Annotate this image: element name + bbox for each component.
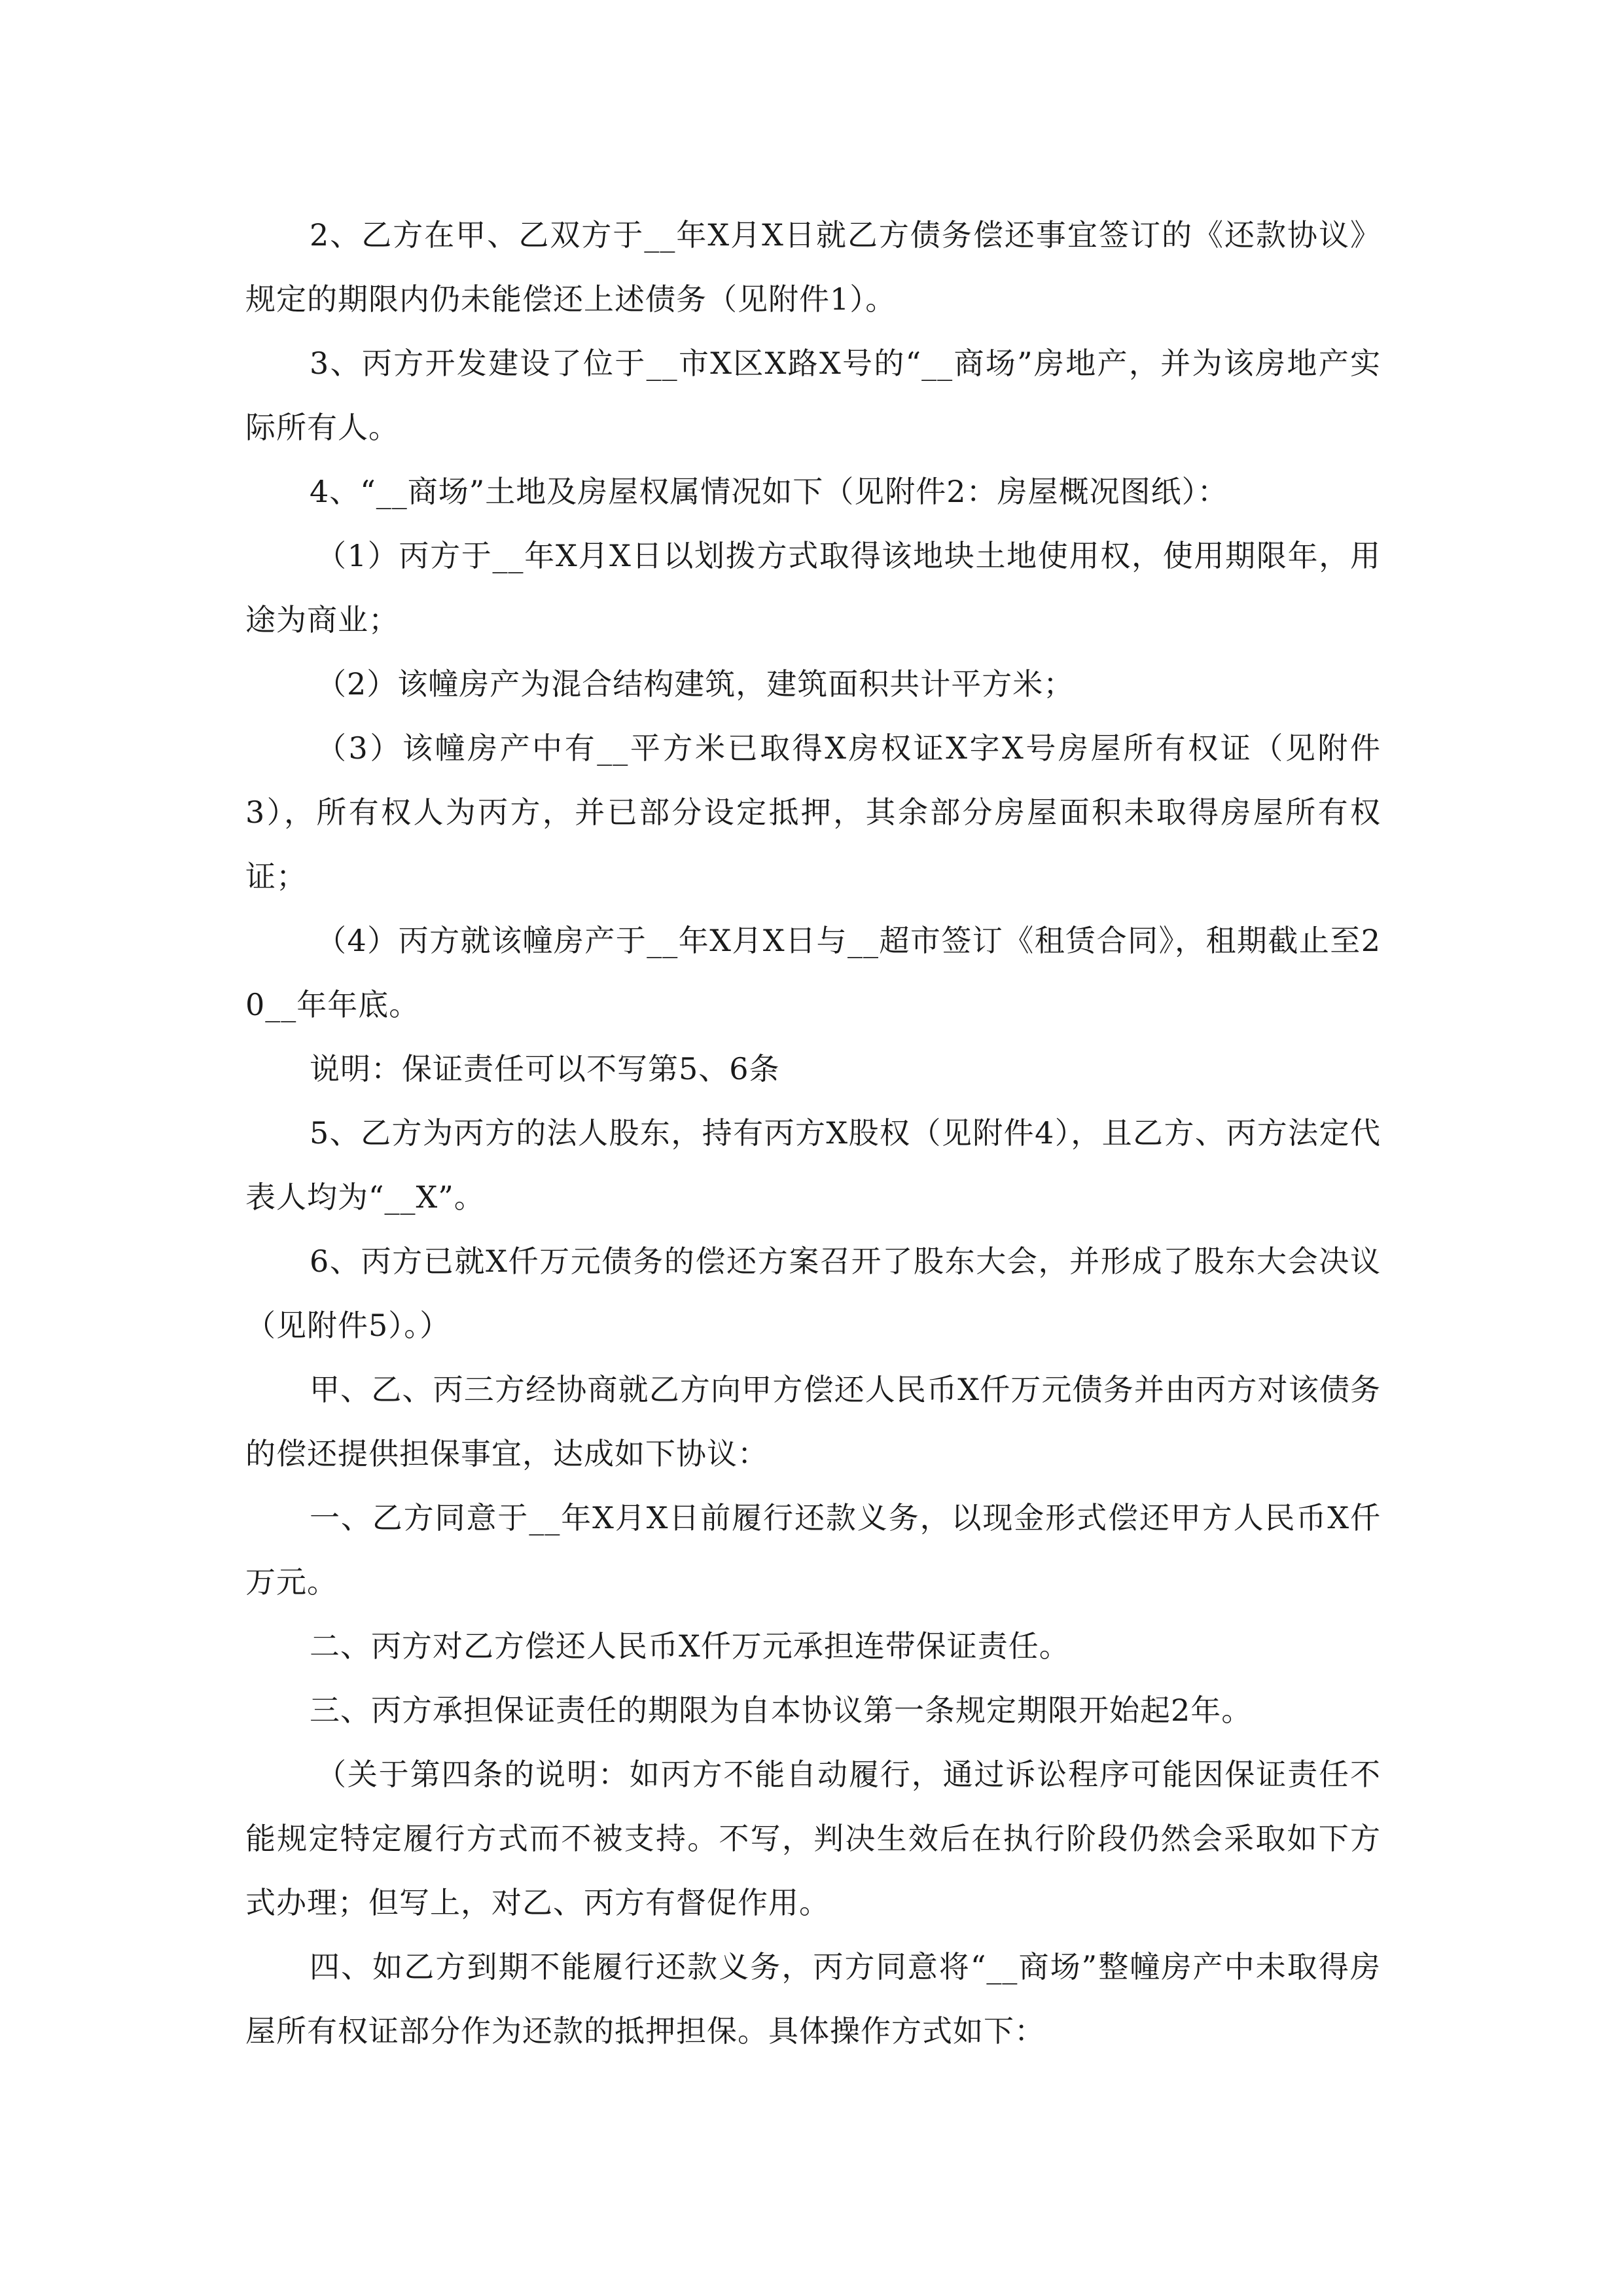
paragraph-agreement-intro: 甲、乙、丙三方经协商就乙方向甲方偿还人民币X仟万元债务并由丙方对该债务的偿还提供担保事宜，达成如下协议：: [245, 1372, 1381, 1471]
paragraph-note: 说明：保证责任可以不写第5、6条: [310, 1051, 780, 1086]
paragraph-clause-3: 3、丙方开发建设了位于__市X区X路X号的“__商场”房地产，并为该房地产实际所有人。: [245, 346, 1381, 445]
paragraph-item-4: （4）丙方就该幢房产于__年X月X日与__超市签订《租赁合同》，租期截止至20__年年底。: [245, 923, 1381, 1022]
paragraph-item-3: （3）该幢房产中有__平方米已取得X房权证X字X号房屋所有权证（见附件3），所有权人为丙方，并已部分设定抵押，其余部分房屋面积未取得房屋所有权证；: [245, 730, 1381, 894]
paragraph-article-4-note: （关于第四条的说明：如丙方不能自动履行，通过诉讼程序可能因保证责任不能规定特定履行方式而不被支持。不写，判决生效后在执行阶段仍然会采取如下方式办理；但写上，对乙、丙方有督促作用。: [245, 1757, 1381, 1920]
paragraph-clause-5: 5、乙方为丙方的法人股东，持有丙方X股权（见附件4），且乙方、丙方法定代表人均为“__X”。: [245, 1115, 1381, 1215]
paragraph-article-4: 四、如乙方到期不能履行还款义务，丙方同意将“__商场”整幢房产中未取得房屋所有权证部分作为还款的抵押担保。具体操作方式如下：: [245, 1949, 1381, 2049]
paragraph-clause-6: 6、丙方已就X仟万元债务的偿还方案召开了股东大会，并形成了股东大会决议（见附件5）。）: [245, 1244, 1381, 1343]
paragraph-article-3: 三、丙方承担保证责任的期限为自本协议第一条规定期限开始起2年。: [310, 1693, 1253, 1728]
paragraph-clause-2: 2、乙方在甲、乙双方于__年X月X日就乙方债务偿还事宜签订的《还款协议》规定的期限内仍未能偿还上述债务（见附件1）。: [245, 217, 1381, 317]
paragraph-article-2: 二、丙方对乙方偿还人民币X仟万元承担连带保证责任。: [310, 1628, 1070, 1664]
paragraph-item-1: （1）丙方于__年X月X日以划拨方式取得该地块土地使用权，使用期限年，用途为商业；: [245, 538, 1381, 637]
paragraph-clause-4: 4、“__商场”土地及房屋权属情况如下（见附件2：房屋概况图纸）：: [310, 474, 1228, 509]
paragraph-item-2: （2）该幢房产为混合结构建筑，建筑面积共计平方米；: [316, 666, 1075, 702]
document-body: [245, 203, 1381, 2063]
paragraph-article-1: 一、乙方同意于__年X月X日前履行还款义务，以现金形式偿还甲方人民币X仟万元。: [245, 1500, 1381, 1600]
